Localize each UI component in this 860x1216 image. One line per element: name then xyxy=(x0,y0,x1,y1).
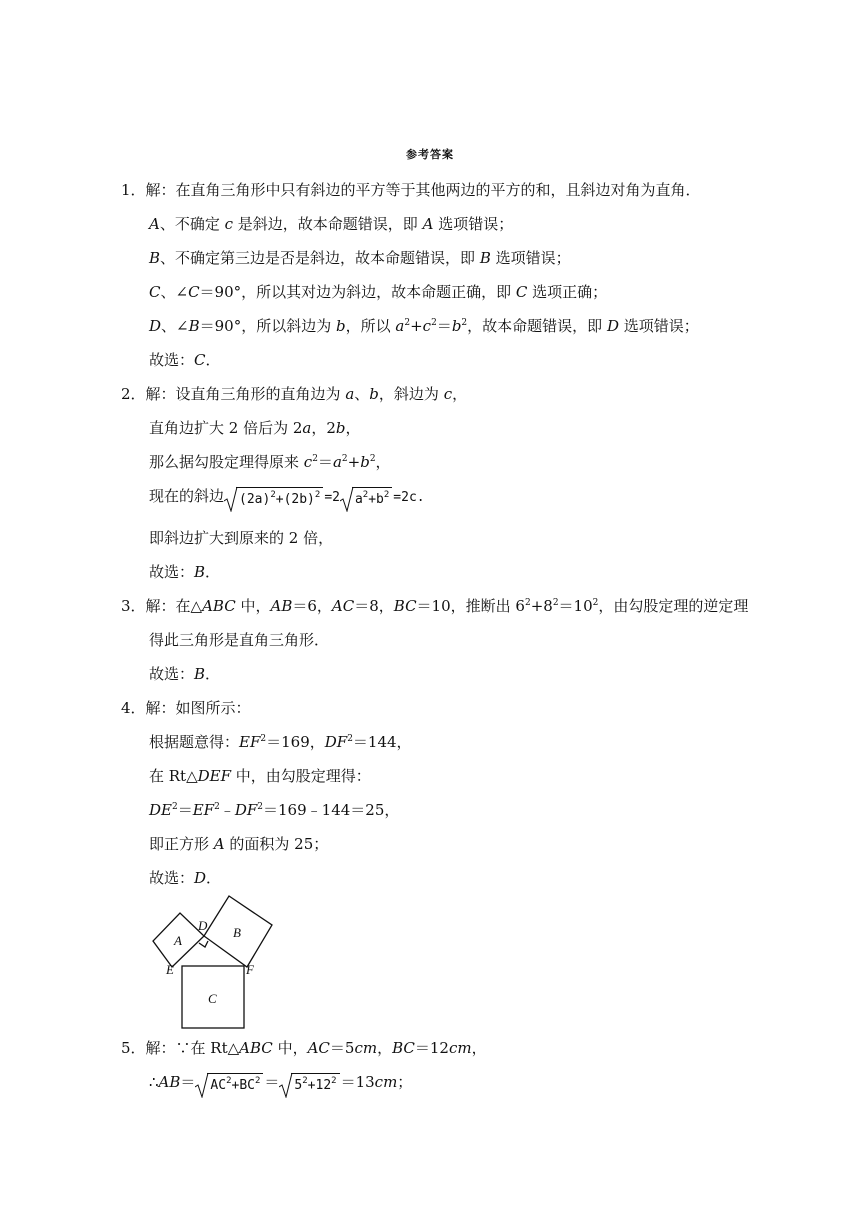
q3-line-2: 得此三角形是直角三角形． xyxy=(149,631,330,649)
page-title: 参考答案 xyxy=(406,148,454,161)
figure-label-f: F xyxy=(246,962,254,977)
q4-line-2: 在 Rt△DEF 中，由勾股定理得： xyxy=(149,767,371,785)
q1-answer: 故选：C． xyxy=(149,351,221,369)
sqrt-expression: $(2a)^2+(2b)^2$ xyxy=(224,487,323,510)
q4-line-1: 根据题意得：$EF^2=169$，$DF^2=144$， xyxy=(149,733,412,751)
q3-answer: 故选：B． xyxy=(149,665,221,683)
q2-answer: 故选：B． xyxy=(149,563,221,581)
sqrt-expression: $AC^2+BC^2$ xyxy=(195,1073,263,1096)
q2-head: 2．解：设直角三角形的直角边为 a、b，斜边为 c， xyxy=(121,385,468,403)
q1-option-c: C、∠C＝90°，所以其对边为斜边，故本命题正确，即 C 选项正确； xyxy=(149,283,608,301)
q4-answer: 故选：D． xyxy=(149,869,222,887)
figure-label-b: B xyxy=(233,925,241,940)
q2-line-1: 直角边扩大 2 倍后为 2a，2b， xyxy=(149,419,361,437)
sqrt-expression: $a^2+b^2$ xyxy=(340,487,392,510)
figure-label-d: D xyxy=(198,918,208,933)
q5-line-2-formula: ∴AB＝ $AC^2+BC^2$ ＝ $5^2+12^2 =13cm$； xyxy=(149,1072,412,1096)
q1-option-b: B、不确定第三边是否是斜边，故本命题错误，即 B 选项错误； xyxy=(149,249,571,267)
figure-label-c: C xyxy=(208,991,217,1006)
figure-label-a: A xyxy=(174,933,182,948)
q1-option-a: A、不确定 c 是斜边，故本命题错误，即 A 选项错误； xyxy=(149,215,514,233)
q1-option-d: D、∠B＝90°，所以斜边为 b，所以 $a^2+c^2=b^2$，故本命题错误，即 D 选项错误； xyxy=(149,317,699,335)
squares-figure xyxy=(150,892,280,1032)
q4-line-3: $DE^2=EF^2﹣DF^2=169﹣144=25$， xyxy=(149,801,400,819)
q5-line-1: 5．解：∵在 Rt△ABC 中，AC＝5cm，BC＝12cm， xyxy=(121,1039,487,1057)
q1-head: 1．解：在直角三角形中只有斜边的平方等于其他两边的平方的和，且斜边对角为直角． xyxy=(121,181,701,199)
q2-line-2: 那么据勾股定理得原来 $c^2=a^2+b^2$， xyxy=(149,453,391,471)
figure-label-e: E xyxy=(166,962,174,977)
sqrt-expression: $5^2+12^2$ xyxy=(279,1073,339,1096)
q2-line-3-formula: 现在的斜边 $(2a)^2+(2b)^2 =2$ $a^2+b^2 =2c$. xyxy=(149,486,425,510)
q4-head: 4．解：如图所示： xyxy=(121,699,251,717)
q2-line-4: 即斜边扩大到原来的 2 倍， xyxy=(149,529,334,547)
q4-line-4: 即正方形 A 的面积为 25； xyxy=(149,835,329,853)
q3-line-1: 3．解：在△ABC 中，AB＝6，AC＝8，BC＝10，推断出 $6^2+8^2=10^2$，由勾股定理的逆定理 xyxy=(121,597,749,615)
